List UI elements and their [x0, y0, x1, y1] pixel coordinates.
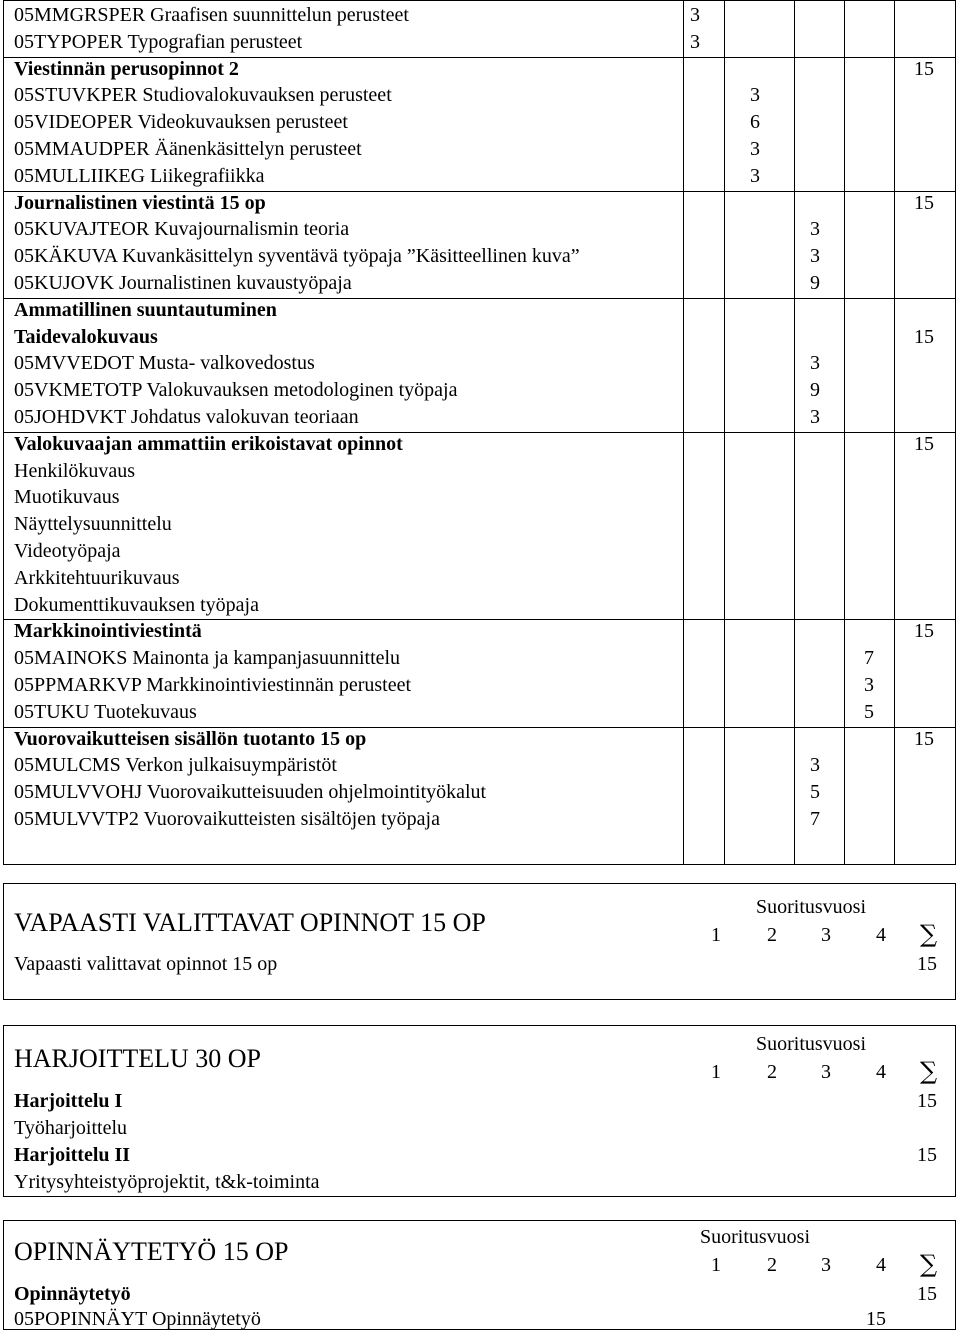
- harjoittelu-row-value: 15: [917, 1090, 937, 1112]
- opinnaytetyo-suoritusvuosi-header: Suoritusvuosi: [700, 1226, 811, 1248]
- harjoittelu-year-2: 2: [767, 1061, 777, 1083]
- harjoittelu-title: HARJOITTELU 30 OP: [14, 1044, 261, 1073]
- row-separator: [4, 727, 955, 728]
- course-row-label: Markkinointiviestintä: [14, 620, 202, 643]
- vapaasti-year-3: 3: [821, 924, 831, 946]
- course-row-label: 05STUVKPER Studiovalokuvauksen perusteet: [14, 84, 392, 107]
- course-row-label: 05MULVVTP2 Vuorovaikutteisten sisältöjen työpaja: [14, 808, 440, 830]
- opinnaytetyo-table: [3, 1220, 956, 1330]
- course-row-label: Journalistinen viestintä 15 op: [14, 191, 266, 214]
- course-row-label: 05TYPOPER Typografian perusteet: [14, 30, 303, 53]
- course-row-label: 05KUVAJTEOR Kuvajournalismin teoria: [14, 218, 350, 241]
- course-row-credit-c1: 3: [690, 4, 700, 26]
- opinnaytetyo-row-year4: 15: [866, 1308, 886, 1330]
- harjoittelu-row-label: Yritysyhteistyöprojektit, t&k-toiminta: [14, 1171, 320, 1193]
- course-row-credit-c3: 9: [810, 272, 820, 294]
- course-row-credit-c4: 3: [864, 674, 874, 696]
- harjoittelu-suoritusvuosi-header: Suoritusvuosi: [756, 1033, 867, 1055]
- course-row-credit-c2: 3: [750, 138, 760, 160]
- course-row-sum: 15: [914, 325, 934, 348]
- main-study-table: [3, 0, 956, 865]
- course-row-credit-c3: 9: [810, 379, 820, 402]
- vapaasti-year-2: 2: [767, 924, 777, 946]
- sigma-icon: ∑: [920, 920, 938, 948]
- course-row-label: Vuorovaikutteisen sisällön tuotanto 15 op: [14, 727, 367, 750]
- row-separator: [4, 619, 955, 620]
- course-row-label: 05VKMETOTP Valokuvauksen metodologinen työpaja: [14, 379, 458, 402]
- course-row-label: 05MMAUDPER Äänenkäsittelyn perusteet: [14, 138, 362, 160]
- course-row-sum: 15: [914, 620, 934, 643]
- course-row-sum: 15: [914, 727, 934, 750]
- course-row-credit-c3: 3: [810, 218, 820, 241]
- course-row-label: Valokuvaajan ammattiin erikoistavat opinnot: [14, 432, 403, 455]
- course-row-label: Näyttelysuunnittelu: [14, 513, 172, 536]
- course-row-label: Henkilökuvaus: [14, 459, 136, 482]
- course-row-label: 05MVVEDOT Musta- valkovedostus: [14, 352, 315, 375]
- course-row-label: Viestinnän perusopinnot 2: [14, 57, 239, 80]
- course-row-label: 05KUJOVK Journalistinen kuvaustyöpaja: [14, 272, 352, 294]
- opinnaytetyo-year-3: 3: [821, 1254, 831, 1276]
- course-row-credit-c3: 3: [810, 754, 820, 777]
- course-row-sum: 15: [914, 57, 934, 80]
- course-row-label: 05MAINOKS Mainonta ja kampanjasuunnittelu: [14, 647, 401, 670]
- harjoittelu-year-1: 1: [711, 1061, 721, 1083]
- course-row-label: 05KÄKUVA Kuvankäsittelyn syventävä työpaja ”Käsitteellinen kuva”: [14, 245, 580, 268]
- course-row-credit-c2: 3: [750, 84, 760, 107]
- course-row-credit-c3: 7: [810, 808, 820, 830]
- course-row-credit-c4: 7: [864, 647, 874, 670]
- harjoittelu-row-label: Työharjoittelu: [14, 1117, 128, 1139]
- opinnaytetyo-row-value: 15: [917, 1283, 937, 1305]
- course-row-credit-c2: 6: [750, 111, 760, 134]
- course-row-label: 05TUKU Tuotekuvaus: [14, 700, 197, 723]
- harjoittelu-table: [3, 1025, 956, 1197]
- vapaasti-row-label: Vapaasti valittavat opinnot 15 op: [14, 953, 278, 975]
- vapaasti-row-value: 15: [917, 953, 937, 975]
- course-row-credit-c2: 3: [750, 164, 760, 187]
- vapaasti-year-4: 4: [876, 924, 886, 946]
- course-row-label: Muotikuvaus: [14, 486, 120, 509]
- course-row-credit-c3: 3: [810, 406, 820, 428]
- vapaasti-valittavat-table: [3, 883, 956, 1000]
- opinnaytetyo-row-label: 05POPINNÄYT Opinnäytetyö: [14, 1308, 261, 1330]
- course-row-label: Ammatillinen suuntautuminen: [14, 298, 277, 321]
- course-row-label: 05MULLIIKEG Liikegrafiikka: [14, 164, 265, 187]
- course-row-label: 05JOHDVKT Johdatus valokuvan teoriaan: [14, 406, 359, 428]
- course-row-credit-c1: 3: [690, 30, 700, 53]
- opinnaytetyo-row-label: Opinnäytetyö: [14, 1283, 131, 1305]
- vapaasti-year-1: 1: [711, 924, 721, 946]
- course-row-label: 05PPMARKVP Markkinointiviestinnän perusteet: [14, 674, 412, 696]
- harjoittelu-year-4: 4: [876, 1061, 886, 1083]
- opinnaytetyo-year-4: 4: [876, 1254, 886, 1276]
- vapaasti-suoritusvuosi-header: Suoritusvuosi: [756, 896, 867, 918]
- row-separator: [4, 191, 955, 192]
- row-separator: [4, 57, 955, 58]
- course-row-label: Arkkitehtuurikuvaus: [14, 566, 180, 589]
- course-row-label: 05MULVVOHJ Vuorovaikutteisuuden ohjelmointityökalut: [14, 781, 487, 804]
- course-row-label: 05MULCMS Verkon julkaisuympäristöt: [14, 754, 337, 777]
- course-row-label: Dokumenttikuvauksen työpaja: [14, 593, 259, 616]
- course-row-credit-c3: 3: [810, 352, 820, 375]
- course-row-sum: 15: [914, 432, 934, 455]
- course-row-label: 05MMGRSPER Graafisen suunnittelun perusteet: [14, 4, 409, 26]
- harjoittelu-year-3: 3: [821, 1061, 831, 1083]
- opinnaytetyo-title: OPINNÄYTETYÖ 15 OP: [14, 1237, 289, 1266]
- vapaasti-title: VAPAASTI VALITTAVAT OPINNOT 15 OP: [14, 908, 486, 937]
- opinnaytetyo-year-1: 1: [711, 1254, 721, 1276]
- harjoittelu-row-label: Harjoittelu I: [14, 1090, 123, 1112]
- harjoittelu-row-value: 15: [917, 1144, 937, 1166]
- sigma-icon: ∑: [920, 1250, 938, 1278]
- course-row-sum: 15: [914, 191, 934, 214]
- course-row-label: Taidevalokuvaus: [14, 325, 158, 348]
- row-separator: [4, 298, 955, 299]
- course-row-credit-c4: 5: [864, 700, 874, 723]
- course-row-credit-c3: 5: [810, 781, 820, 804]
- course-row-label: 05VIDEOPER Videokuvauksen perusteet: [14, 111, 348, 134]
- course-row-label: Videotyöpaja: [14, 540, 121, 562]
- opinnaytetyo-year-2: 2: [767, 1254, 777, 1276]
- row-separator: [4, 432, 955, 433]
- sigma-icon: ∑: [920, 1057, 938, 1085]
- harjoittelu-row-label: Harjoittelu II: [14, 1144, 131, 1166]
- course-row-credit-c3: 3: [810, 245, 820, 268]
